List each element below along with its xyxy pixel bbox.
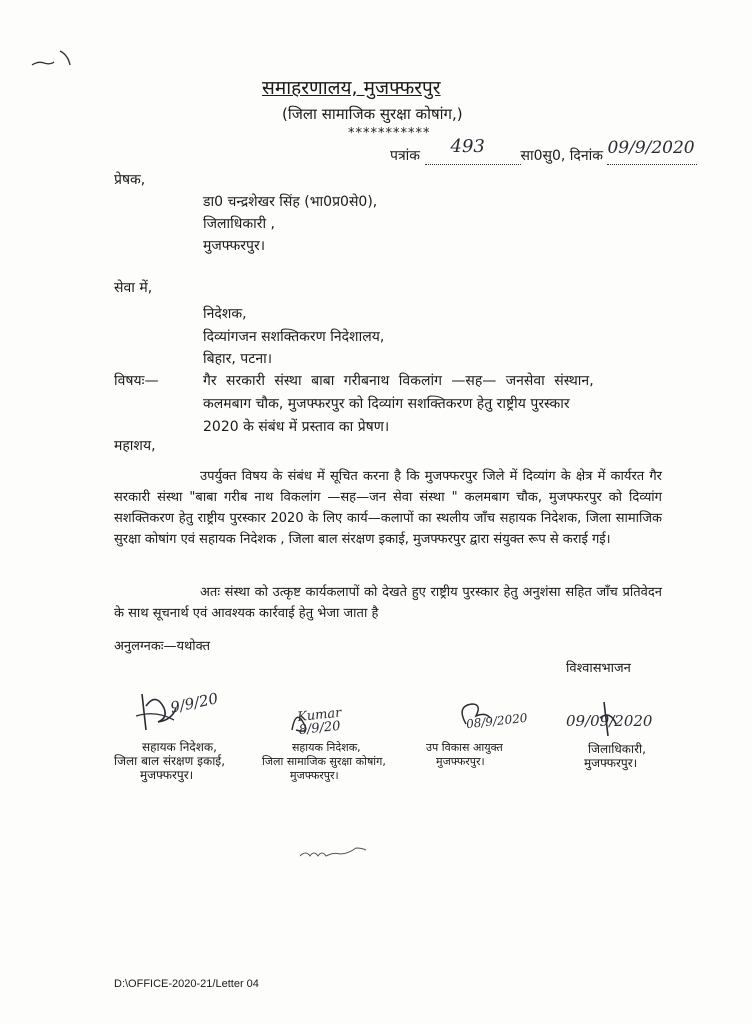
signature-2-handwriting: Kumar 8/9/20: [296, 705, 343, 739]
body-paragraph-2: अतः संस्था को उत्कृष्ट कार्यकलापों को देखते हुए राष्ट्रीय पुरस्कार हेतु अनुशंसा सहित जाँच प्रतिवेदन के साथ सूचनार्थ एवं आवश्यक कार्रवाई हेतु भेजा जाता है: [114, 585, 662, 621]
signatory-1-office: जिला बाल संरक्षण इकाई,: [114, 754, 226, 768]
signatory-4-place: मुजफ्फरपुर।: [584, 756, 638, 770]
subject-line1: गैर सरकारी संस्था बाबा गरीबनाथ विकलांग —सह— जनसेवा संस्थान,: [203, 373, 594, 389]
subject-label: विषयः—: [114, 373, 159, 389]
reference-line: [390, 136, 697, 165]
patrank-label: पत्रांक: [390, 148, 421, 164]
signatory-4-title: जिलाधिकारी,: [588, 742, 646, 756]
subject-line2: कलमबाग चौक, मुजफ्फरपुर को दिव्यांग सशक्तिकरण हेतु राष्ट्रीय पुरस्कार: [203, 396, 570, 412]
signature-4-handwriting: 09/09/2020: [566, 712, 653, 730]
recipient-line1: निदेशक,: [203, 306, 247, 322]
patrank-suffix: सा0सु0, दिनांक: [520, 148, 603, 164]
signatory-2-office: जिला सामाजिक सुरक्षा कोषांग,: [262, 755, 386, 768]
salutation: महाशय,: [114, 438, 156, 454]
department-subtitle: (जिला सामाजिक सुरक्षा कोषांग,): [282, 105, 463, 123]
enclosure-note: अनुलग्नकः—यथोक्त: [114, 639, 211, 654]
faint-scribble-mark: [298, 842, 378, 862]
recipient-line3: बिहार, पटना।: [203, 351, 273, 367]
signatory-2-title: सहायक निदेशक,: [292, 741, 361, 754]
sender-designation: जिलाधिकारी ,: [203, 216, 275, 232]
recipient-label: सेवा में,: [114, 280, 153, 296]
header-stars: ***********: [348, 126, 431, 141]
sender-label: प्रेषक,: [114, 172, 146, 188]
signatory-1-place: मुजफ्फरपुर।: [140, 768, 194, 782]
signature-1-handwriting: 9/9/20: [168, 689, 220, 717]
sender-place: मुजफ्फरपुर।: [203, 238, 266, 254]
recipient-line2: दिव्यांगजन सशक्तिकरण निदेशालय,: [203, 329, 385, 345]
signatory-3-title: उप विकास आयुक्त: [426, 741, 503, 754]
date-field: [607, 138, 697, 165]
closing-phrase: विश्वासभाजन: [566, 661, 631, 676]
patrank-field: [425, 136, 521, 165]
file-path-footer: D:\OFFICE-2020-21/Letter 04: [114, 978, 259, 990]
body-paragraph-1: उपर्युक्त विषय के संबंध में सूचित करना है कि मुजफ्फरपुर जिले में दिव्यांग के क्षेत्र में कार्यरत गैर सरकारी संस्था "बाबा गरीब नाथ विकलांग —सह—जन सेवा संस्था " कलमबाग चौक, मुजफ्फरपुर को दिव्यांग सशक्तिकरण हेतु राष्ट्रीय पुरस्कार 2020 के लिए कार्य—कलापों का स्थलीय जाँच सहायक निदेशक, जिला सामाजिक सुरक्षा कोषांग एवं सहायक निदेशक , जिला बाल संरक्षण इकाई, मुजफ्फरपुर द्वारा संयुक्त रूप से कराई गई।: [114, 469, 662, 547]
signatory-2-place: मुजफ्फरपुर।: [290, 769, 339, 782]
signature-4-scribble: [596, 700, 626, 740]
signatory-1-title: सहायक निदेशक,: [142, 740, 217, 754]
signatory-3-place: मुजफ्फरपुर।: [436, 755, 485, 768]
sender-name: डा0 चन्द्रशेखर सिंह (भा0प्र0से0),: [203, 194, 378, 210]
stray-pen-mark: [30, 45, 80, 75]
letter-date: 09/9/2020: [607, 138, 695, 158]
office-title: समाहरणालय, मुजफ्फरपुर: [262, 77, 441, 99]
signature-3-handwriting: 08/9/2020: [465, 710, 529, 732]
patrank-number: 493: [450, 136, 485, 157]
subject-line3: 2020 के संबंध में प्रस्ताव का प्रेषण।: [203, 419, 390, 435]
